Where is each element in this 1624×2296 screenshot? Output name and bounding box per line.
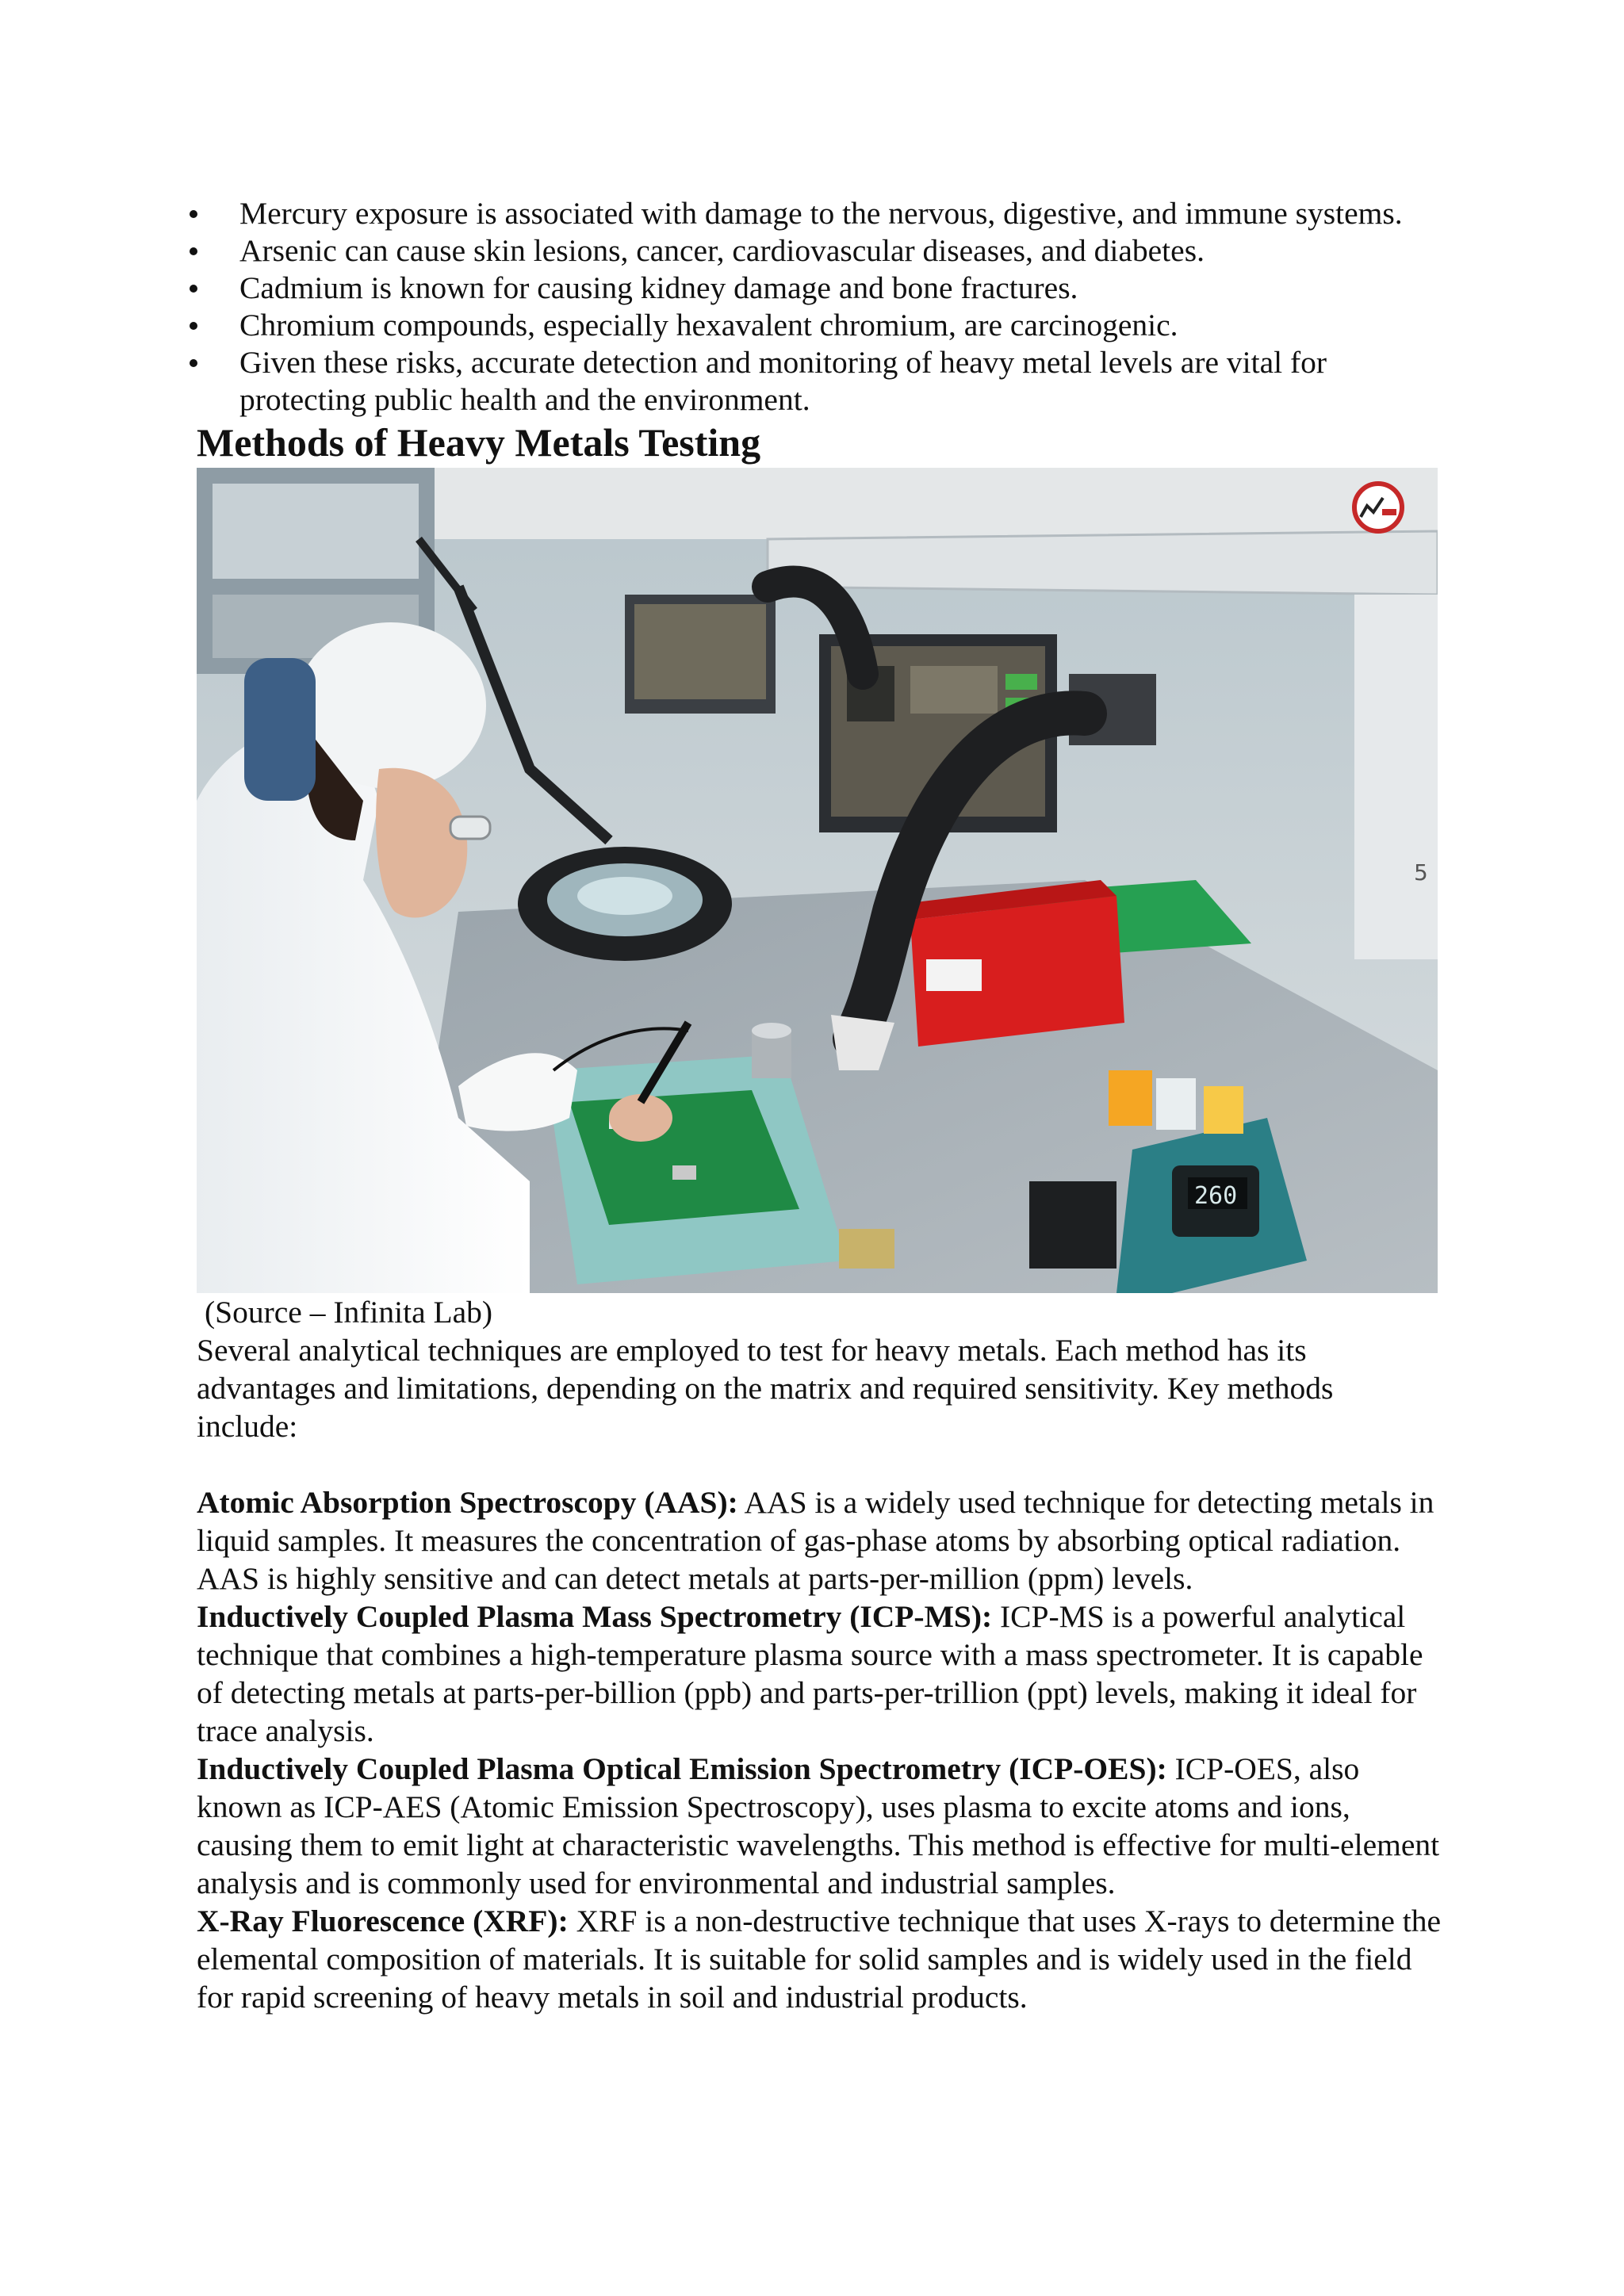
bullet-icon [190,285,197,293]
method-name: Atomic Absorption Spectroscopy (AAS): [197,1485,738,1520]
list-item: Chromium compounds, especially hexavalent chromium, are carcinogenic. [197,307,1442,344]
bullet-icon [190,359,197,367]
list-item: Mercury exposure is associated with damage to the nervous, digestive, and immune systems. [197,195,1442,232]
list-item: Cadmium is known for causing kidney damage and bone fractures. [197,270,1442,307]
method-description: ICP-OES, also known as ICP-AES (Atomic Emission Spectroscopy), uses plasma to excite atoms and ions, causing them to emit light at characteristic wavelengths. This method is effective for multi-element analysis and is commonly used for environmental and industrial samples. [197,1751,1440,1900]
method-name: X-Ray Fluorescence (XRF): [197,1904,569,1938]
bullet-icon [190,322,197,330]
station-display-text: 260 [1194,1182,1238,1210]
method-name: Inductively Coupled Plasma Mass Spectrometry (ICP-MS): [197,1599,993,1634]
method-description: ICP-MS is a powerful analytical technique that combines a high-temperature plasma source with a mass spectrometer. It is capable of detecting metals at parts-per-billion (ppb) and parts-per-trillion (ppt) levels, making it ideal for trace analysis. [197,1599,1423,1748]
document-body [197,195,1442,2016]
health-risks-list [197,195,1442,419]
method-aas [197,1483,1442,1598]
method-icp-ms [197,1598,1442,1750]
section-title: Methods of Heavy Metals Testing [197,420,761,465]
image-caption: (Source – Infinita Lab) [205,1295,493,1330]
method-name: Inductively Coupled Plasma Optical Emission Spectrometry (ICP-OES): [197,1751,1167,1786]
bullet-icon [190,210,197,218]
lab-illustration [197,468,1438,1293]
list-item: Given these risks, accurate detection and monitoring of heavy metal levels are vital for protecting public health and the environment. [197,344,1442,419]
shelf-number-text: 5 [1414,859,1428,886]
method-description: XRF is a non-destructive technique that uses X-rays to determine the elemental composition of materials. It is suitable for solid samples and is widely used in the field for rapid screening of heavy metals in soil and industrial products. [197,1904,1441,2015]
intro-paragraph: Several analytical techniques are employed to test for heavy metals. Each method has its advantages and limitations, depending on the matrix and required sensitivity. Key methods include: [197,1333,1334,1444]
method-icp-oes [197,1750,1442,1902]
method-xrf [197,1902,1442,2016]
method-description: AAS is a widely used technique for detecting metals in liquid samples. It measures the concentration of gas-phase atoms by absorbing optical radiation. AAS is highly sensitive and can detect metals at parts-per-million (ppm) levels. [197,1485,1434,1596]
bullet-icon [190,247,197,255]
lab-photo [197,468,1438,1293]
list-item: Arsenic can cause skin lesions, cancer, cardiovascular diseases, and diabetes. [197,232,1442,270]
